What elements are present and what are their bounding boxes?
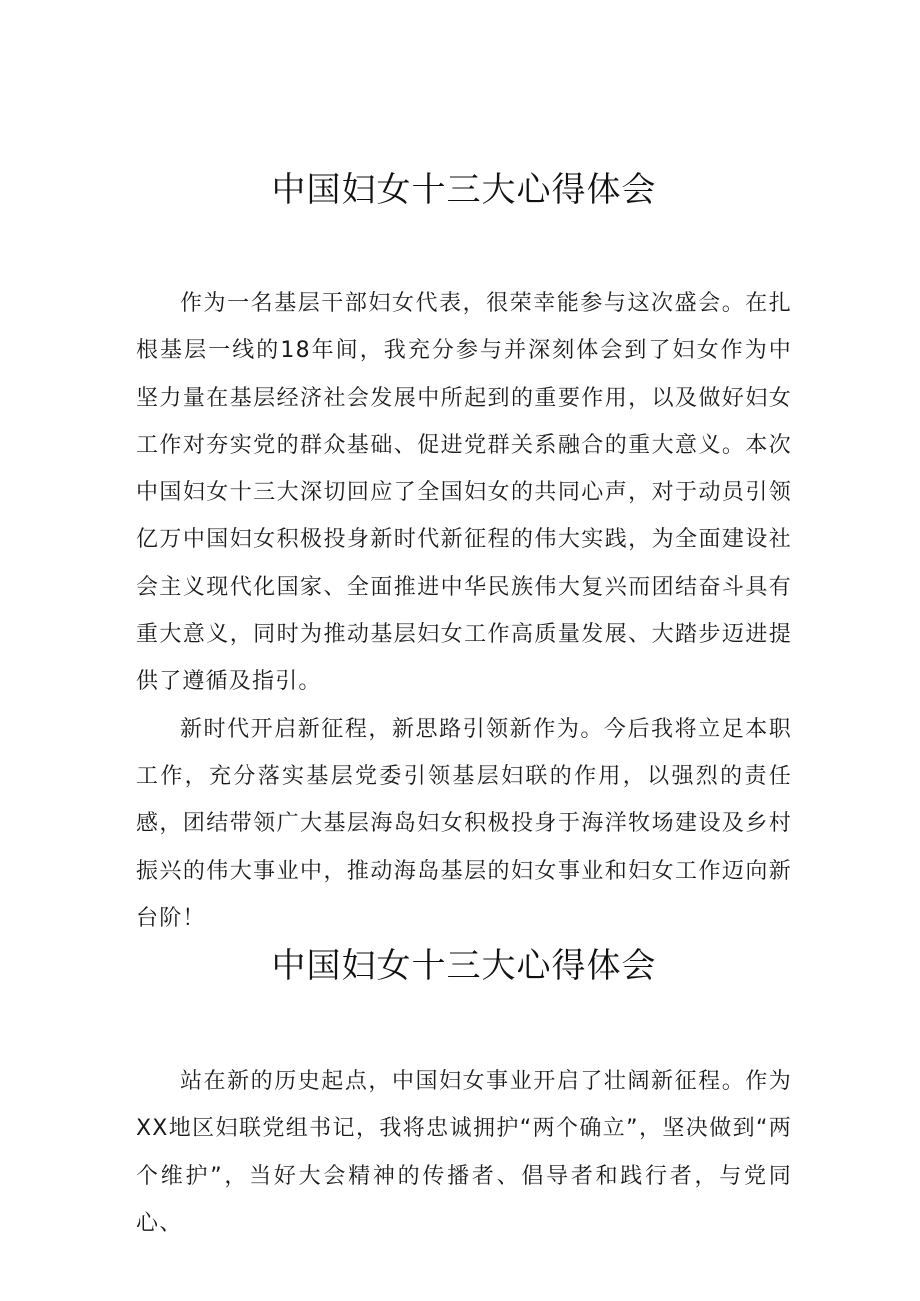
article-title: 中国妇女十三大心得体会	[271, 946, 657, 986]
article-paragraph: 作为一名基层干部妇女代表，很荣幸能参与这次盛会。在扎根基层一线的18年间，我充分参与并深刻体会到了妇女作为中坚力量在基层经济社会发展中所起到的重要作用，以及做好妇女工作对夯实党的群众基础、促进党群关系融合的重大意义。本次中国妇女十三大深切回应了全国妇女的共同心声，对于动员引领亿万中国妇女积极投身新时代新征程的伟大实践，为全面建设社会主义现代化国家、全面推进中华民族伟大复兴而团结奋斗具有重大意义，同时为推动基层妇女工作高质量发展、大踏步迈进提供了遵循及指引。	[136, 291, 792, 695]
article-section-1	[136, 160, 792, 942]
article-section-2	[136, 936, 792, 1247]
article-title: 中国妇女十三大心得体会	[271, 170, 657, 210]
article-paragraph: 新时代开启新征程，新思路引领新作为。今后我将立足本职工作，充分落实基层党委引领基层妇联的作用，以强烈的责任感，团结带领广大基层海岛妇女积极投身于海洋牧场建设及乡村振兴的伟大事业中，推动海岛基层的妇女事业和妇女工作迈向新台阶！	[136, 716, 792, 931]
article-paragraph: 站在新的历史起点，中国妇女事业开启了壮阔新征程。作为XX地区妇联党组书记，我将忠诚拥护“两个确立”，坚决做到“两个维护”，当好大会精神的传播者、倡导者和践行者，与党同心、	[136, 1069, 792, 1236]
